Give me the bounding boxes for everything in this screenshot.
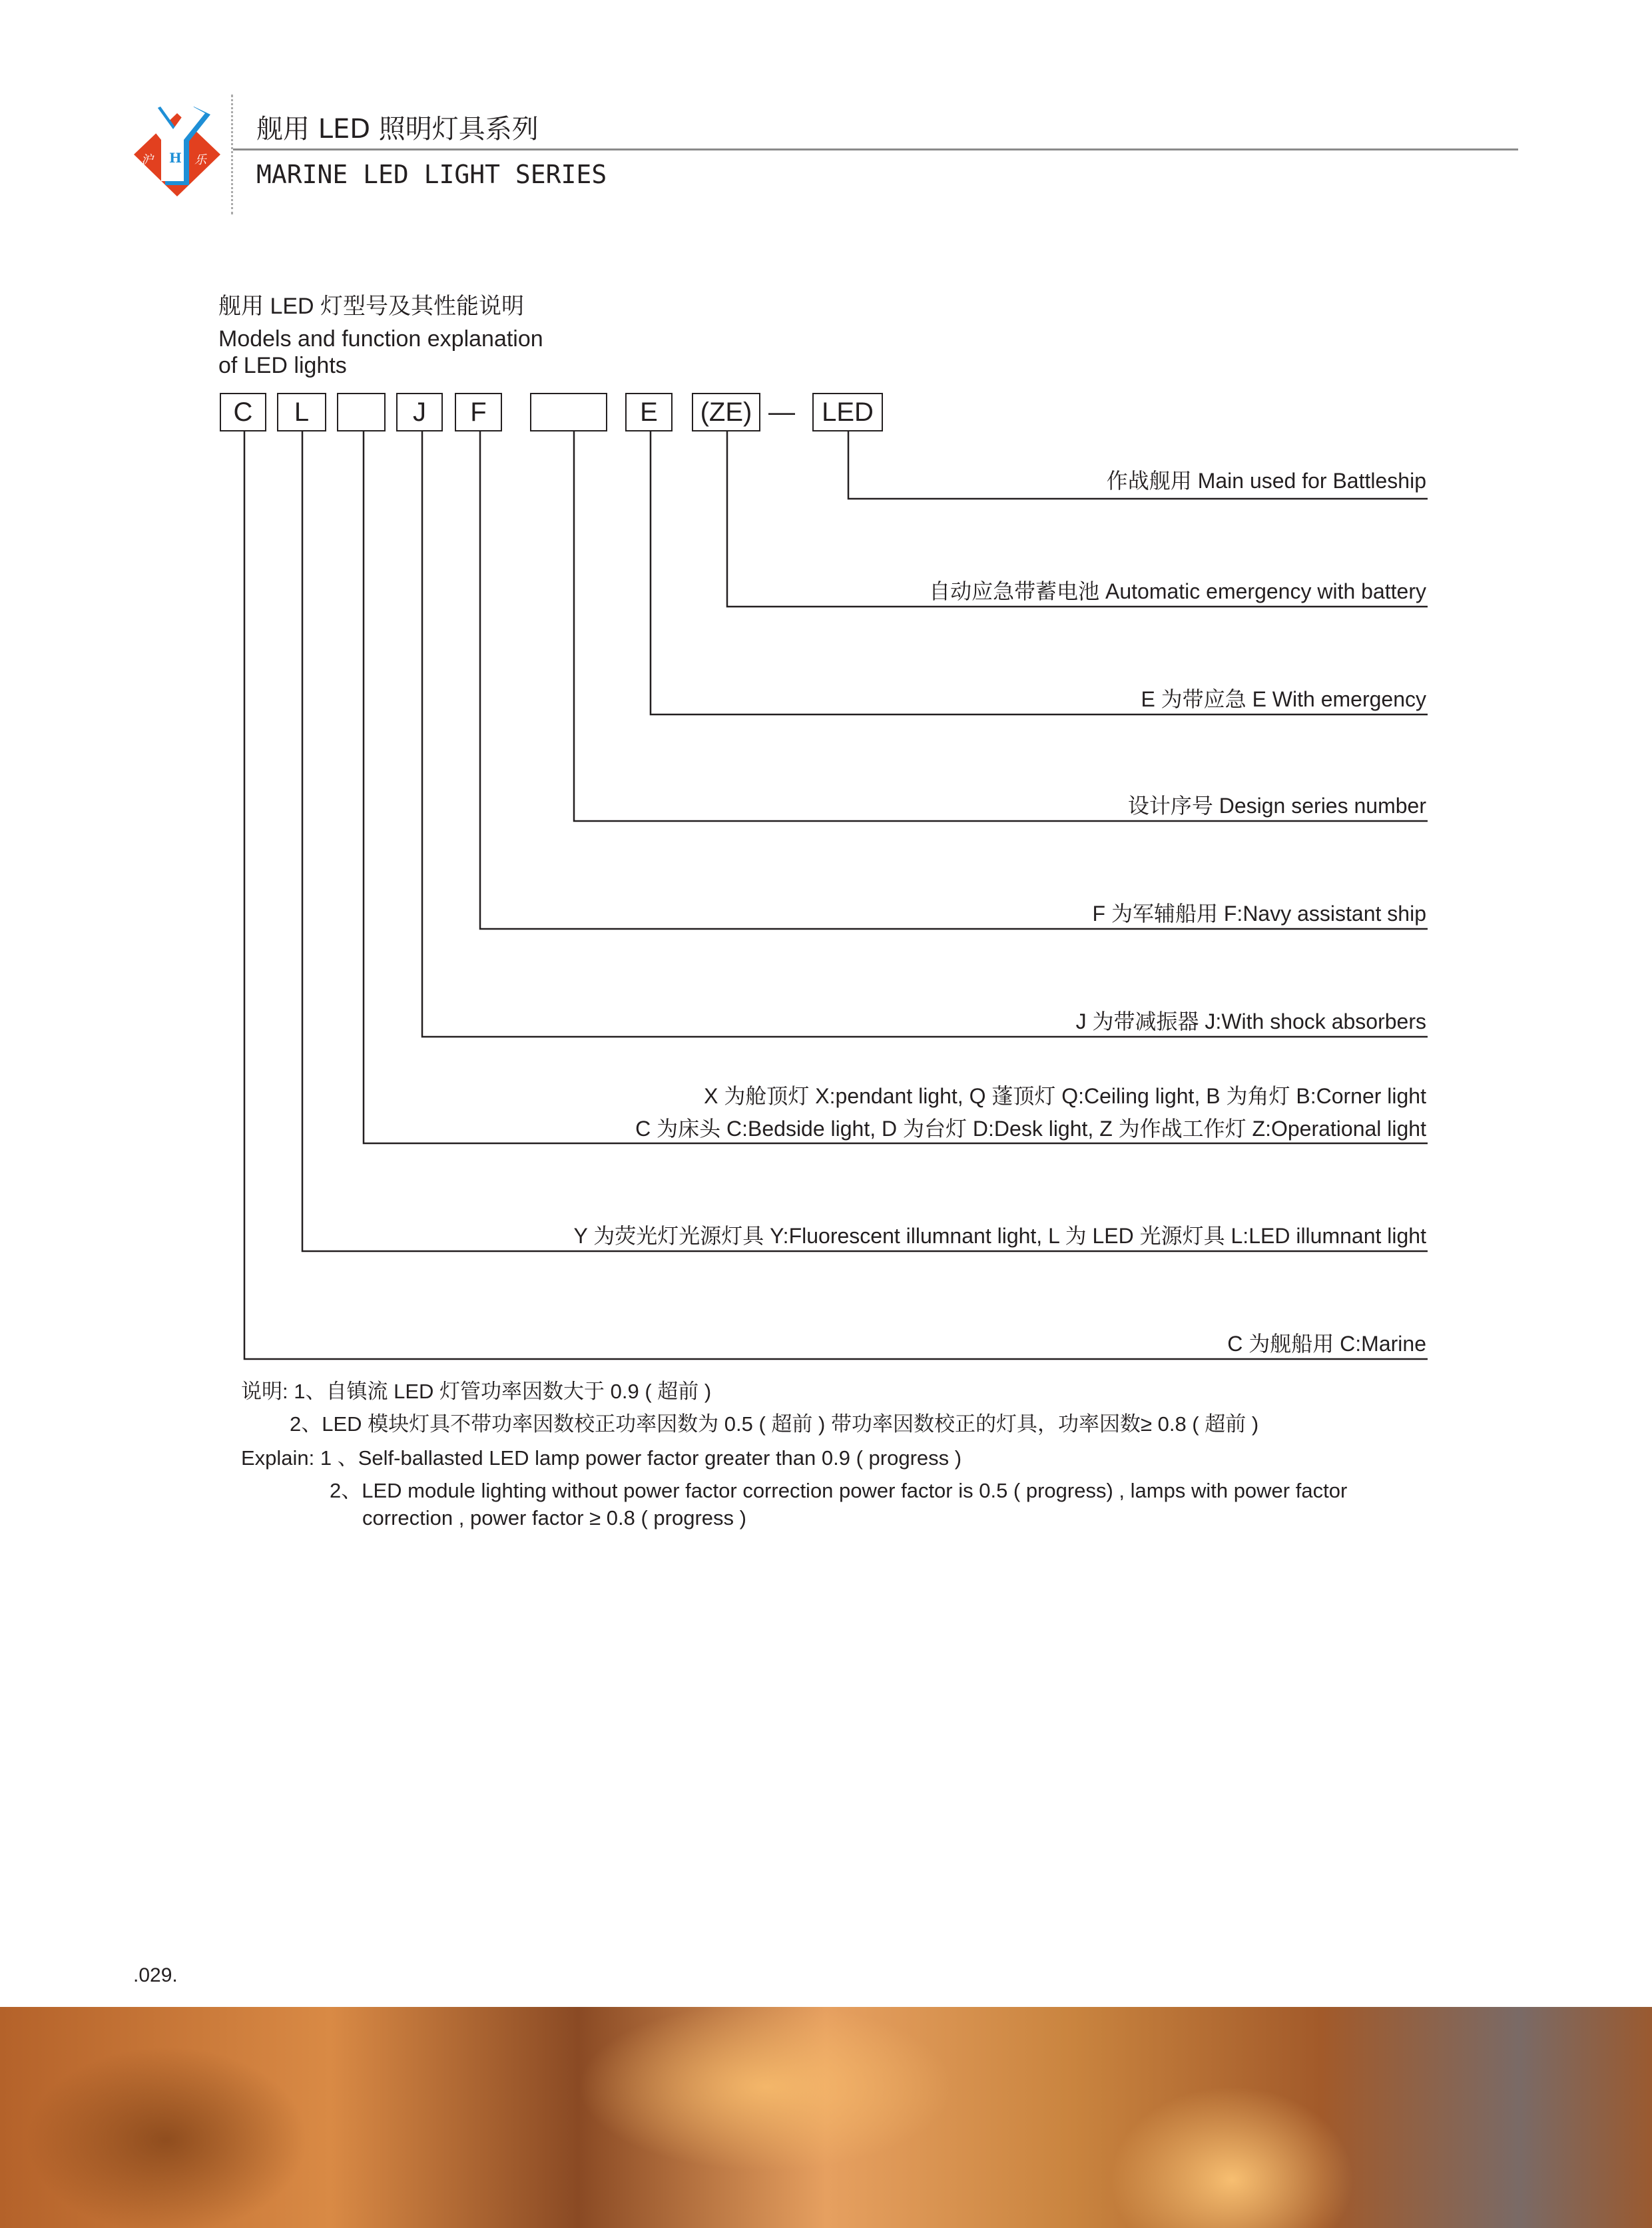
code-box-f: F (455, 393, 502, 431)
footer-photo-band (0, 2007, 1652, 2228)
code-box-c: C (220, 393, 266, 431)
code-box-l: L (277, 393, 326, 431)
section-title-en-line2: of LED lights (218, 353, 347, 378)
legend-battleship: 作战舰用 Main used for Battleship (1106, 469, 1426, 493)
legend-battery: 自动应急带蓄电池 Automatic emergency with battery (929, 579, 1426, 603)
note-en-2b: correction , power factor ≥ 0.8 ( progress ) (362, 1506, 746, 1530)
svg-text:H: H (169, 150, 182, 166)
note-cn-1: 说明: 1、自镇流 LED 灯管功率因数大于 0.9 ( 超前 ) (241, 1380, 712, 1403)
series-title-cn: 舰用 LED 照明灯具系列 (256, 114, 539, 144)
legend-light-source: Y 为荧光灯光源灯具 Y:Fluorescent illumnant light, L 为 LED 光源灯具 L:LED illumnant light (573, 1224, 1426, 1248)
section-title-en-line1: Models and function explanation (218, 326, 543, 352)
note-cn-2: 2、LED 模块灯具不带功率因数校正功率因数为 0.5 ( 超前 ) 带功率因数校正的灯具，功率因数≥ 0.8 ( 超前 ) (290, 1412, 1259, 1436)
legend-navy: F 为军辅船用 F:Navy assistant ship (1092, 902, 1426, 926)
code-box-ze: (ZE) (692, 393, 760, 431)
code-box-j: J (396, 393, 443, 431)
svg-text:乐: 乐 (194, 153, 206, 167)
legend-type-line1: X 为舱顶灯 X:pendant light, Q 蓬顶灯 Q:Ceiling light, B 为角灯 B:Corner light (704, 1084, 1426, 1108)
note-en-2a: 2、LED module lighting without power factor correction power factor is 0.5 ( progress) , lamps with power factor (330, 1479, 1348, 1502)
note-en-1: Explain: 1 、Self-ballasted LED lamp power factor greater than 0.9 ( progress ) (241, 1446, 962, 1470)
page-number: .029. (133, 1964, 178, 1986)
series-title-en: MARINE LED LIGHT SERIES (256, 160, 607, 189)
legend-marine: C 为舰船用 C:Marine (1227, 1332, 1426, 1356)
legend-type-line2: C 为床头 C:Bedside light, D 为台灯 D:Desk light, Z 为作战工作灯 Z:Operational light (635, 1117, 1426, 1141)
code-box-led: LED (812, 393, 883, 431)
section-title-cn: 舰用 LED 灯型号及其性能说明 (218, 294, 525, 319)
svg-text:沪: 沪 (141, 153, 153, 167)
code-dash: — (768, 398, 795, 427)
legend-emergency: E 为带应急 E With emergency (1141, 687, 1426, 711)
connector-j (422, 431, 1428, 1037)
legend-series: 设计序号 Design series number (1127, 794, 1426, 818)
connector-f (480, 431, 1428, 929)
legend-shock: J 为带减振器 J:With shock absorbers (1075, 1009, 1426, 1033)
code-box-e: E (625, 393, 673, 431)
